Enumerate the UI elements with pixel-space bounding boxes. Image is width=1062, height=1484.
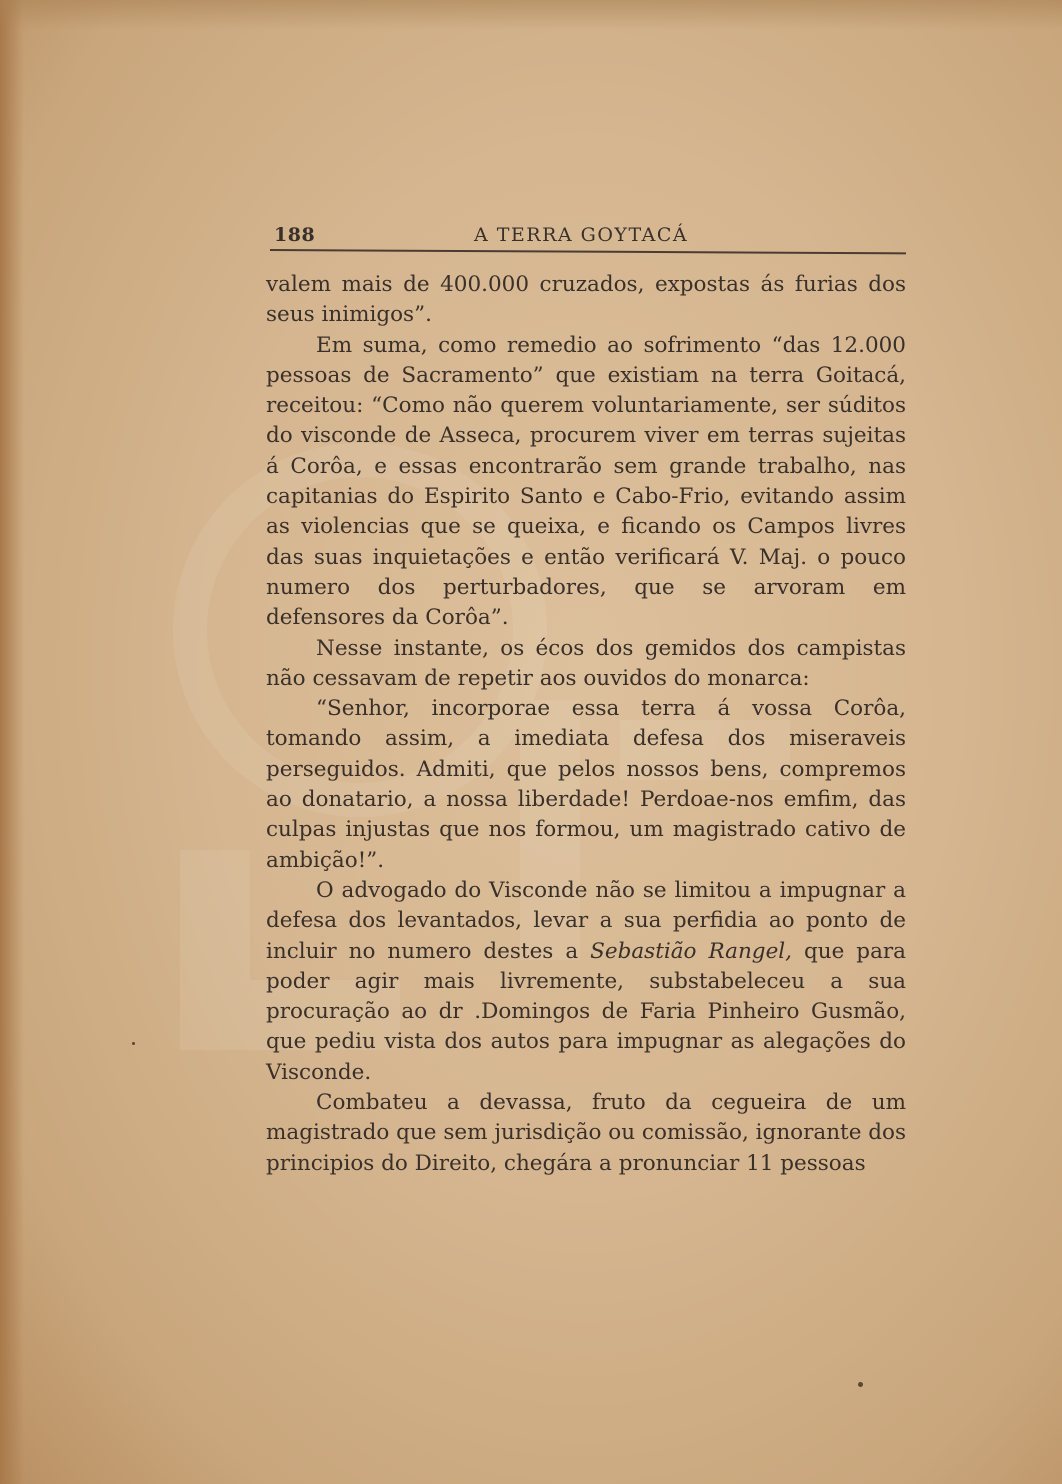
- paragraph-1: valem mais de 400.000 cruzados, expostas ás furias dos seus inimigos”.: [266, 272, 906, 328]
- paragraph-4: “Senhor, incorporae essa terra á vossa Corôa, tomando assim, a imediata defesa dos miseraveis perseguidos. Admiti, que pelos nossos bens, compremos ao donatario, a nossa liberdade! Perdoae-nos emfim, das culpas injustas que nos formou, um magistrado cativo de ambição!”.: [266, 696, 906, 873]
- ink-spot: [132, 1042, 135, 1045]
- book-title: A TERRA GOYTACÁ: [474, 224, 689, 246]
- running-head: [274, 224, 906, 250]
- paragraph-5-italic-name: Sebastião Rangel,: [590, 938, 792, 964]
- paragraph-3: Nesse instante, os écos dos gemidos dos campistas não cessavam de repetir aos ouvidos do monarca:: [266, 635, 906, 691]
- paragraph-6: Combateu a devassa, fruto da cegueira de um magistrado que sem jurisdição ou comissão, ignorante dos principios do Direito, chegára a pronunciar 11 pessoas: [266, 1090, 906, 1176]
- page-number: 188: [274, 224, 316, 246]
- body-text: [266, 270, 906, 1179]
- paragraph-5: [266, 876, 906, 1088]
- paragraph-5-text-a: O advogado do Visconde não se limitou a impugnar a defesa dos levantados, levar a sua perfidia ao ponto de incluir no numero destes a: [266, 877, 906, 964]
- paragraph-5-text-b: que para poder agir mais livremente, substabeleceu a sua procuração ao dr .Domingos de Faria Pinheiro Gusmão, que pediu vista dos autos para impugnar as alegações do Visconde.: [266, 938, 906, 1085]
- ink-spot: [858, 1382, 863, 1387]
- paragraph-2: Em suma, como remedio ao sofrimento “das 12.000 pessoas de Sacramento” que existiam na terra Goitacá, receitou: “Como não querem voluntariamente, ser súditos do visconde de Asseca, procurem viver em terras sujeitas á Corôa, e essas encontrarão sem grande trabalho, nas capitanias do Espirito Santo e Cabo-Frio, evitando assim as violencias que se queixa, e ficando os Campos livres das suas inquietações e então verificará V. Maj. o pouco numero dos perturbadores, que se arvoram em defensores da Corôa”.: [266, 332, 906, 631]
